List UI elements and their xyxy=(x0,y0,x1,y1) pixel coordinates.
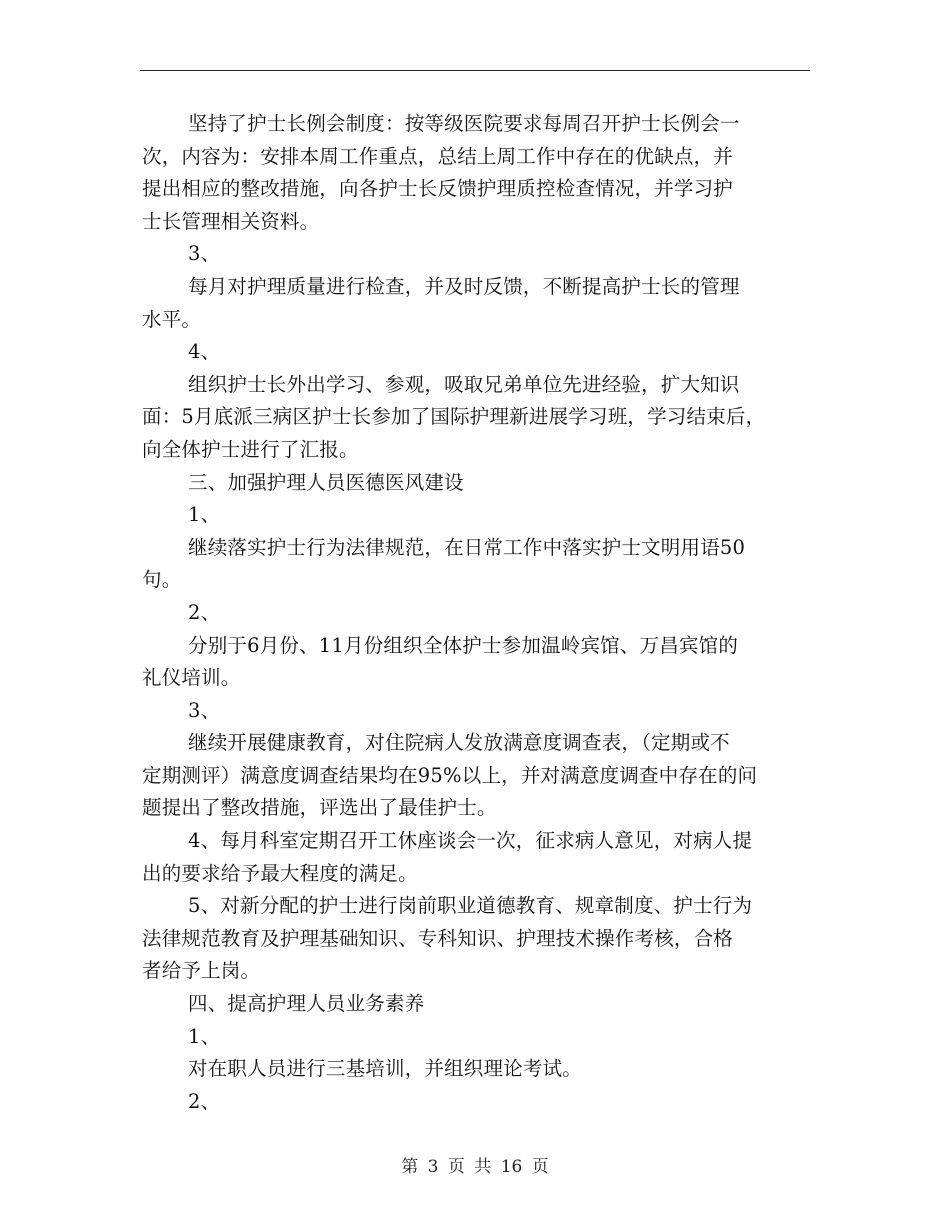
item-number-2 xyxy=(142,597,824,630)
item-number-1b xyxy=(142,1021,824,1054)
paragraph-study-visit-line-3: 向全体护士进行了汇报。 xyxy=(142,437,359,461)
paragraph-1-line-2: 次，内容为：安排本周工作重点，总结上周工作中存在的优缺点，并 xyxy=(142,144,734,168)
section-heading-3 xyxy=(142,467,824,500)
paragraph-study-visit xyxy=(142,369,824,467)
paragraph-item-4-symposium xyxy=(142,825,824,890)
paragraph-three-basics-training-line-1: 对在职人员进行三基培训，并组织理论考试。 xyxy=(188,1057,583,1081)
paragraph-quality-check-line-1: 每月对护理质量进行检查，并及时反馈，不断提高护士长的管理 xyxy=(188,274,740,298)
item-number-3b-text: 3、 xyxy=(188,698,221,722)
paragraph-1-line-1: 坚持了护士长例会制度：按等级医院要求每周召开护士长例会一 xyxy=(188,112,740,135)
document-body xyxy=(142,108,824,1118)
paragraph-etiquette-training-line-1: 分别于6月份、11月份组织全体护士参加温岭宾馆、万昌宾馆的 xyxy=(188,633,739,657)
item-number-1b-text: 1、 xyxy=(188,1024,221,1048)
section-heading-3-text: 三、加强护理人员医德医风建设 xyxy=(188,470,464,494)
item-number-4-text: 4、 xyxy=(188,340,221,364)
paragraph-quality-check-line-2: 水平。 xyxy=(142,307,202,331)
item-number-1 xyxy=(142,499,824,532)
paragraph-study-visit-line-2: 面：5月底派三病区护士长参加了国际护理新进展学习班，学习结束后， xyxy=(142,405,766,429)
item-number-4 xyxy=(142,336,824,369)
paragraph-legal-norms-line-1: 继续落实护士行为法律规范，在日常工作中落实护士文明用语50 xyxy=(188,535,746,559)
paragraph-item-5-induction-line-2: 法律规范教育及护理基础知识、专科知识、护理技术操作考核，合格 xyxy=(142,926,734,950)
paragraph-etiquette-training-line-2: 礼仪培训。 xyxy=(142,666,241,690)
paragraph-legal-norms-line-2: 句。 xyxy=(142,568,182,592)
paragraph-item-5-induction-line-3: 者给予上岗。 xyxy=(142,959,261,983)
paragraph-etiquette-training xyxy=(142,630,824,695)
paragraph-health-education xyxy=(142,727,824,825)
item-number-2b xyxy=(142,1086,824,1119)
item-number-3 xyxy=(142,238,824,271)
paragraph-health-education-line-3: 题提出了整改措施，评选出了最佳护士。 xyxy=(142,796,497,820)
paragraph-study-visit-line-1: 组织护士长外出学习、参观，吸取兄弟单位先进经验，扩大知识 xyxy=(188,372,740,396)
paragraph-item-4-symposium-line-1: 4、每月科室定期召开工休座谈会一次，征求病人意见，对病人提 xyxy=(188,829,753,853)
item-number-3b xyxy=(142,695,824,728)
paragraph-health-education-line-2: 定期测评）满意度调查结果均在95%以上，并对满意度调查中存在的问 xyxy=(142,763,758,787)
paragraph-1-line-3: 提出相应的整改措施，向各护士长反馈护理质控检查情况，并学习护 xyxy=(142,177,734,201)
item-number-3-text: 3、 xyxy=(188,242,221,266)
paragraph-1-line-4: 士长管理相关资料。 xyxy=(142,209,320,233)
section-heading-4 xyxy=(142,988,824,1021)
header-rule xyxy=(140,70,810,71)
paragraph-item-5-induction-line-1: 5、对新分配的护士进行岗前职业道德教育、规章制度、护士行为 xyxy=(188,894,753,918)
section-heading-4-text: 四、提高护理人员业务素养 xyxy=(188,992,425,1016)
page-number-footer: 第 3 页 共 16 页 xyxy=(401,1157,549,1177)
item-number-2b-text: 2、 xyxy=(188,1089,221,1113)
paragraph-health-education-line-1: 继续开展健康教育，对住院病人发放满意度调查表，（定期或不 xyxy=(188,731,730,755)
item-number-1-text: 1、 xyxy=(188,503,221,527)
paragraph-legal-norms xyxy=(142,532,824,597)
paragraph-item-5-induction xyxy=(142,890,824,988)
paragraph-1 xyxy=(142,108,824,238)
paragraph-three-basics-training xyxy=(142,1053,824,1086)
item-number-2-text: 2、 xyxy=(188,600,221,624)
paragraph-item-4-symposium-line-2: 出的要求给予最大程度的满足。 xyxy=(142,861,418,885)
paragraph-quality-check xyxy=(142,271,824,336)
